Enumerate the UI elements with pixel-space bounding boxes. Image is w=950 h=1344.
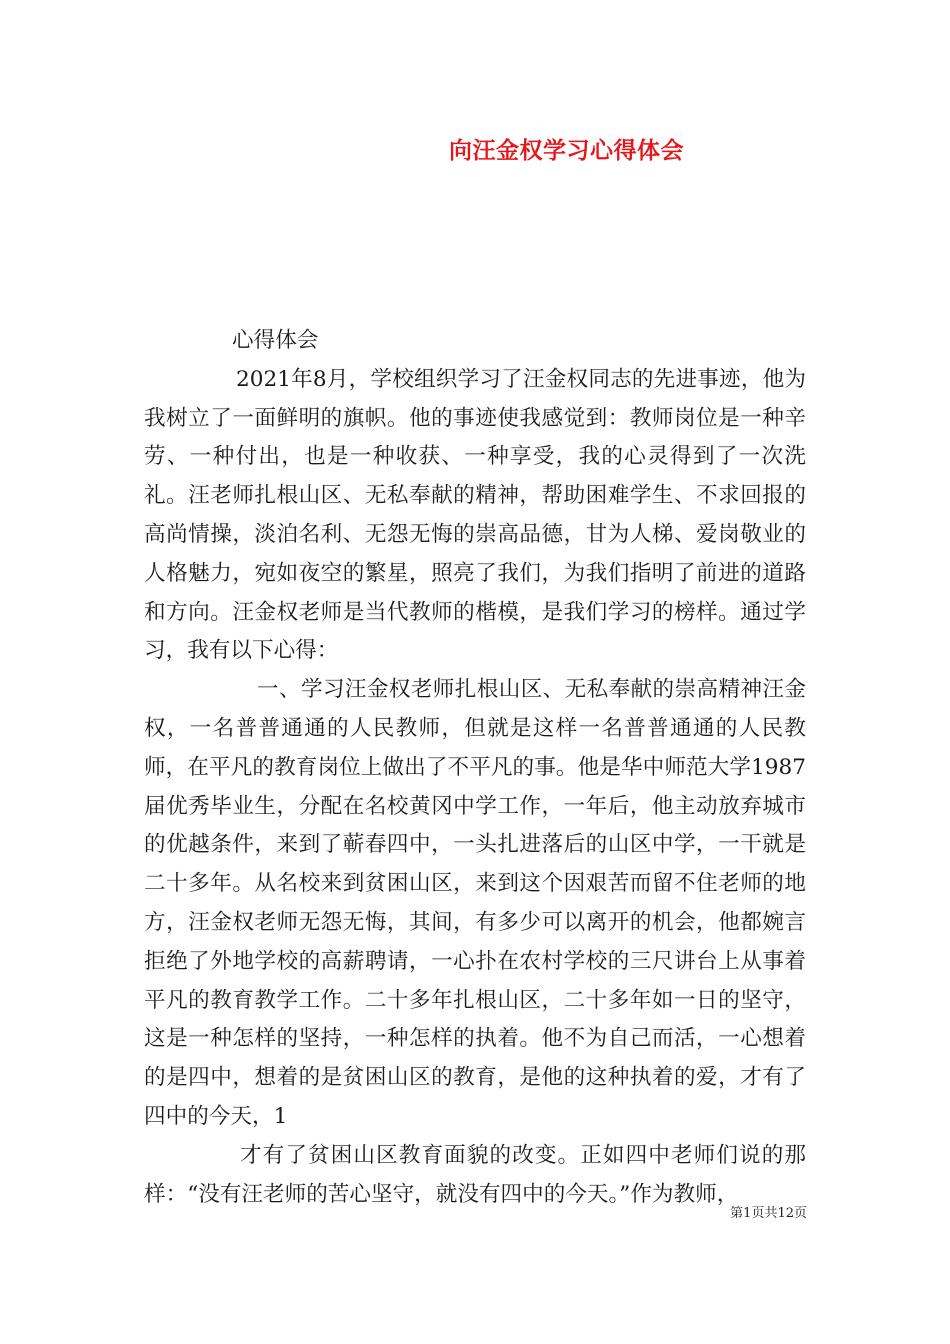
paragraph-intro: 2021年8月，学校组织学习了汪金权同志的先进事迹，他为我树立了一面鲜明的旗帜。他的事迹使我感觉到：教师岗位是一种辛劳、一种付出，也是一种收获、一种享受，我的心灵得到了一次洗礼。汪老师扎根山区、无私奉献的精神，帮助困难学生、不求回报的高尚情操，淡泊名利、无怨无悔的崇高品德，甘为人梯、爱岗敬业的人格魅力，宛如夜空的繁星，照亮了我们，为我们指明了前进的道路和方向。汪金权老师是当代教师的楷模，是我们学习的榜样。通过学习，我有以下心得： [144,366,806,664]
paragraph-point-one: 一、学习汪金权老师扎根山区、无私奉献的崇高精神汪金权，一名普普通通的人民教师，但就是这样一名普普通通的人民教师，在平凡的教育岗位上做出了不平凡的事。他是华中师范大学1987届优秀毕业生，分配在名校黄冈中学工作，一年后，他主动放弃城市的优越条件，来到了蕲春四中，一头扎进落后的山区中学，一干就是二十多年。从名校来到贫困山区，来到这个因艰苦而留不住老师的地方，汪金权老师无怨无悔，其间，有多少可以离开的机会，他都婉言拒绝了外地学校的高薪聘请，一心扑在农村学校的三尺讲台上从事着平凡的教育教学工作。二十多年扎根山区，二十多年如一日的坚守，这是一种怎样的坚持，一种怎样的执着。他不为自己而活，一心想着的是四中，想着的是贫困山区的教育，是他的这种执着的爱，才有了四中的今天，1 [144,677,806,1129]
document-title: 向汪金权学习心得体会 [449,137,684,164]
paragraph-continuation: 才有了贫困山区教育面貌的改变。正如四中老师们说的那样：“没有汪老师的苦心坚守，就没有四中的今天。”作为教师， [144,1142,806,1207]
document-body [144,322,806,1214]
section-heading: 心得体会 [232,328,319,353]
page-number: 第1页共12页 [730,1206,807,1221]
